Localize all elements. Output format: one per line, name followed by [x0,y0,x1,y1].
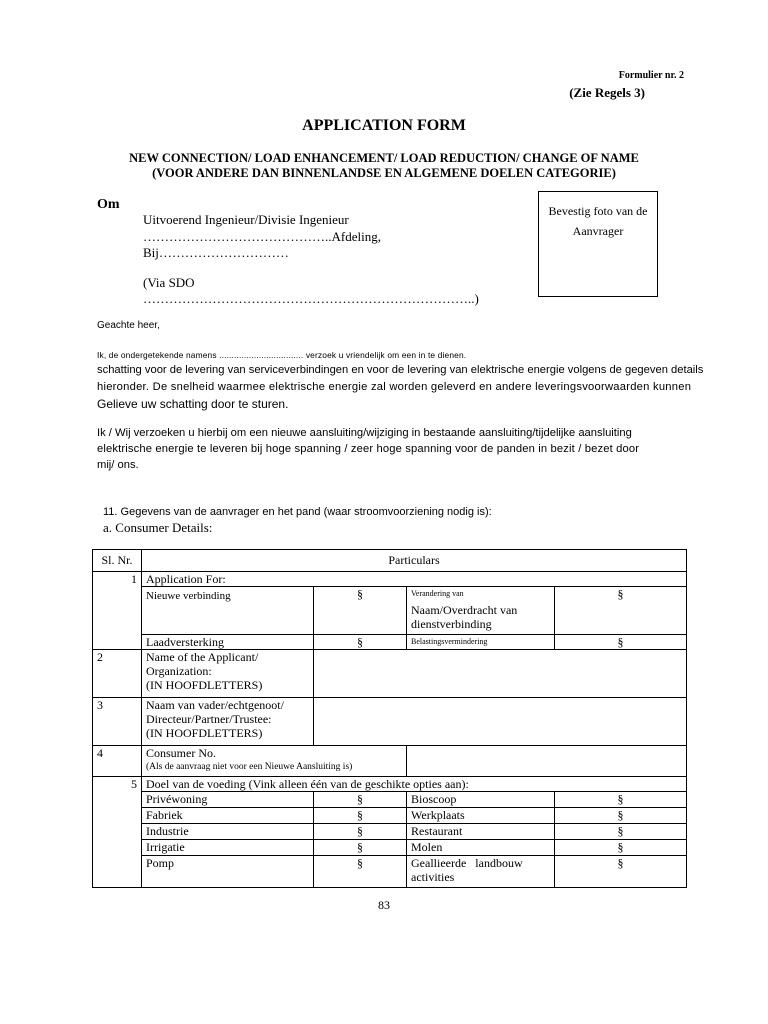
purpose-checkbox[interactable]: § [314,808,407,824]
purpose-checkbox[interactable]: § [314,824,407,840]
purpose-option: Irrigatie [142,840,314,856]
paragraph-2-line-3: mij/ ons. [97,459,139,471]
option-load-enhancement: Laadversterking [142,635,314,650]
table-row [93,808,687,824]
table-row [93,746,687,777]
consumer-no-note: (Als de aanvraag niet voor een Nieuwe Aansluiting is) [146,762,353,772]
table-row [93,698,687,746]
purpose-checkbox[interactable]: § [555,856,687,888]
paragraph-1-line-3: hieronder. De snelheid waarmee elektrische energie zal worden geleverd en andere leveringsvoorwaarden kunnen [97,381,692,393]
applicant-name-field[interactable] [314,650,687,698]
option-new-connection: Nieuwe verbinding [142,587,314,635]
om-label: Om [97,197,120,212]
application-for-label: Application For: [142,572,687,587]
checkbox-change-of-name[interactable]: § [555,587,687,635]
purpose-option: Industrie [142,824,314,840]
consumer-no-label [142,746,407,777]
header-particulars: Particulars [142,550,687,572]
photo-box[interactable] [538,191,658,297]
consumer-details-table [92,549,687,888]
paragraph-2-line-1: Ik / Wij verzoeken u hierbij om een nieuwe aansluiting/wijziging in bestaande aansluiting/tijdelijke aansluiting [97,427,632,439]
father-name-line2: Directeur/Partner/Trustee: [146,712,272,726]
purpose-checkbox[interactable]: § [555,824,687,840]
purpose-option: Privéwoning [142,792,314,808]
purpose-checkbox[interactable]: § [555,792,687,808]
address-line-2: ……………………………………..Afdeling, [143,229,381,244]
table-row [93,572,687,587]
page-number: 83 [378,898,390,912]
table-row [93,856,687,888]
applicant-name-label [142,650,314,698]
table-row [93,635,687,650]
purpose-option: Fabriek [142,808,314,824]
purpose-option: Restaurant [407,824,555,840]
page-title: APPLICATION FORM [302,117,466,134]
consumer-no-field[interactable] [407,746,687,777]
table-row [93,777,687,792]
option-change-of-name [407,587,555,635]
row-number: 3 [93,698,142,746]
paragraph-1-line-2: schatting voor de levering van serviceverbindingen en voor de levering van elektrische energie volgens de gegeven details [97,364,704,376]
form-number: Formulier nr. 2 [618,70,684,81]
section-heading: 11. Gegevens van de aanvrager en het pand (waar stroomvoorziening nodig is): [103,506,492,518]
father-name-label [142,698,314,746]
address-line-3: Bij………………………… [143,245,289,260]
purpose-checkbox[interactable]: § [314,856,407,888]
checkbox-load-reduction[interactable]: § [555,635,687,650]
applicant-name-line3: (IN HOOFDLETTERS) [146,678,263,692]
purpose-option: Molen [407,840,555,856]
purpose-option: Pomp [142,856,314,888]
purpose-option: Werkplaats [407,808,555,824]
purpose-option: Bioscoop [407,792,555,808]
address-line-4: (Via SDO [143,275,195,290]
paragraph-1-line-4: Gelieve uw schatting door te sturen. [97,397,289,411]
row-number: 5 [93,777,142,888]
form-category: (VOOR ANDERE DAN BINNENLANDSE EN ALGEMENE DOELEN CATEGORIE) [152,166,616,180]
option-load-reduction: Belastingsvermindering [407,635,555,650]
option-change-of-name-line2: dienstverbinding [411,617,492,631]
table-row [93,650,687,698]
row-number: 2 [93,650,142,698]
address-line-5: …………………………………………………………………..) [143,291,479,306]
father-name-line3: (IN HOOFDLETTERS) [146,726,263,740]
option-change-of-name-line1: Naam/Overdracht van [411,603,518,617]
photo-box-label-1: Bevestig foto van de [548,204,648,218]
purpose-option-allied-line1: Geallieerde landbouw [411,856,523,870]
checkbox-new-connection[interactable]: § [314,587,407,635]
father-name-field[interactable] [314,698,687,746]
applicant-name-line1: Name of the Applicant/ [146,650,259,664]
rules-reference: (Zie Regels 3) [569,85,645,100]
purpose-option-allied-line2: activities [411,870,455,884]
paragraph-1-line-1: Ik, de ondergetekende namens .................................. verzoek u vriendelijk om een in te dienen. [97,350,467,360]
purpose-checkbox[interactable]: § [314,792,407,808]
paragraph-2-line-2: elektrische energie te leveren bij hoge spanning / zeer hoge spanning voor de panden in bezit / bezet door [97,443,640,455]
option-change-of-name-small: Verandering van [411,589,464,598]
purpose-option-allied [407,856,555,888]
consumer-no-line1: Consumer No. [146,746,216,760]
table-row [93,587,687,635]
purpose-checkbox[interactable]: § [555,840,687,856]
applicant-name-line2: Organization: [146,664,212,678]
photo-box-label-2: Aanvrager [572,224,624,238]
table-row [93,792,687,808]
father-name-line1: Naam van vader/echtgenoot/ [146,698,284,712]
purpose-label: Doel van de voeding (Vink alleen één van de geschikte opties aan): [142,777,687,792]
table-row [93,824,687,840]
row-number: 4 [93,746,142,777]
table-row [93,840,687,856]
purpose-checkbox[interactable]: § [555,808,687,824]
section-subheading: a. Consumer Details: [103,520,213,535]
table-header-row [93,550,687,572]
address-line-1: Uitvoerend Ingenieur/Divisie Ingenieur [143,212,349,227]
header-sl-no: Sl. Nr. [93,550,142,572]
form-subtitle: NEW CONNECTION/ LOAD ENHANCEMENT/ LOAD REDUCTION/ CHANGE OF NAME [129,151,639,165]
row-number: 1 [93,572,142,650]
purpose-checkbox[interactable]: § [314,840,407,856]
checkbox-load-enhancement[interactable]: § [314,635,407,650]
salutation: Geachte heer, [97,320,160,331]
